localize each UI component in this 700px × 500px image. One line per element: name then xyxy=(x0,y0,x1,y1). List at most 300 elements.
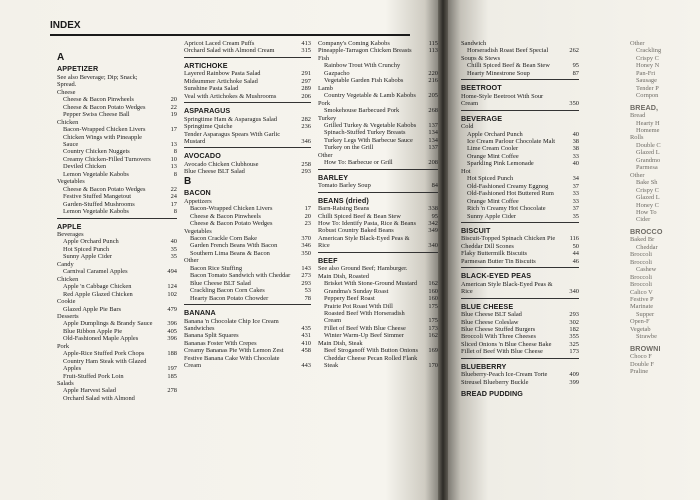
entry-label: Double F xyxy=(630,360,654,368)
index-entry xyxy=(461,183,579,190)
entry-page-number: 160 xyxy=(428,295,438,303)
category-heading: BROCCO xyxy=(630,226,663,236)
index-entry xyxy=(57,238,177,245)
index-entry xyxy=(57,246,177,253)
index-entry xyxy=(318,227,438,234)
section-rule xyxy=(318,252,438,253)
index-entry xyxy=(57,395,177,402)
index-column-2 xyxy=(184,40,311,370)
entry-page-number: 297 xyxy=(301,77,311,85)
entry-label: Lemon Vegetable Kabobs xyxy=(63,208,129,216)
entry-label: Biscuit-Topped Spinach Chicken Pie xyxy=(461,235,556,243)
entry-page-number: 22 xyxy=(170,103,177,111)
entry-page-number: 53 xyxy=(304,287,311,295)
entry-label: Old-Fashioned Maple Apples xyxy=(63,335,139,343)
index-entry xyxy=(630,361,700,368)
section-rule xyxy=(184,57,311,58)
section-rule xyxy=(461,110,579,111)
index-entry xyxy=(57,298,177,305)
entry-page-number: 169 xyxy=(428,347,438,355)
index-entry xyxy=(318,152,438,159)
index-entry xyxy=(57,163,177,170)
index-entry xyxy=(318,273,438,280)
entry-page-number: 95 xyxy=(572,62,579,70)
entry-label: Blue Cheese Stuffed Burgers xyxy=(461,325,536,333)
entry-label: Parmesa xyxy=(636,164,658,172)
entry-label: Turkey Legs With Barbecue Sauce xyxy=(324,136,413,144)
index-entry xyxy=(461,326,579,333)
entry-label: Midsummer Artichoke Salad xyxy=(184,77,258,85)
index-entry xyxy=(630,274,700,281)
entry-page-number: 293 xyxy=(301,168,311,176)
entry-page-number: 350 xyxy=(569,100,579,108)
entry-label: Springtime Quiche xyxy=(184,123,233,131)
index-entry xyxy=(184,168,311,175)
index-entry xyxy=(57,89,177,96)
entry-page-number: 325 xyxy=(569,340,579,348)
entry-page-number: 208 xyxy=(428,159,438,167)
index-entry xyxy=(630,40,700,47)
entry-label: Calico V xyxy=(630,288,653,296)
entry-label: Candy xyxy=(57,260,74,268)
entry-page-number: 315 xyxy=(301,47,311,55)
index-entry xyxy=(184,235,311,242)
entry-label: Cheddar Dill Scones xyxy=(461,242,514,250)
entry-label: Orchard Salad with Almond Cream xyxy=(184,47,275,55)
entry-page-number: 78 xyxy=(304,294,311,302)
index-entry xyxy=(318,355,438,370)
index-entry xyxy=(630,179,700,186)
entry-label: Chilli Spiced Beef & Bean Stew xyxy=(318,212,401,220)
entry-label: How To: Barbecue or Grill xyxy=(324,159,393,167)
entry-label: Southern Lima Beans & Bacon xyxy=(190,249,270,257)
entry-label: Glazed L xyxy=(636,149,660,157)
entry-label: Fillet of Beef With Blue Cheese xyxy=(324,324,406,332)
index-entry xyxy=(461,93,579,108)
entry-page-number: 278 xyxy=(167,387,177,395)
index-entry xyxy=(630,120,700,127)
section-rule xyxy=(461,358,579,359)
index-entry xyxy=(461,190,579,197)
entry-label: Bread xyxy=(630,112,646,120)
index-entry xyxy=(318,303,438,310)
index-entry xyxy=(57,74,177,89)
index-entry xyxy=(57,373,177,380)
index-entry xyxy=(184,265,311,272)
index-entry xyxy=(630,62,700,69)
entry-label: How To xyxy=(636,208,657,216)
entry-label: Open-F xyxy=(630,318,650,326)
index-entry xyxy=(57,119,177,126)
entry-page-number: 435 xyxy=(301,324,311,332)
index-column-5 xyxy=(630,40,700,375)
entry-label: Hearty H xyxy=(636,119,660,127)
category-heading: BEETROOT xyxy=(461,83,502,93)
index-entry xyxy=(57,186,177,193)
entry-label: Strawbe xyxy=(636,333,657,341)
category-heading: APPETIZER xyxy=(57,64,99,74)
index-entry xyxy=(318,205,438,212)
entry-page-number: 8 xyxy=(173,170,177,178)
entry-label: Crispy C xyxy=(636,186,659,194)
entry-page-number: 24 xyxy=(170,193,177,201)
entry-page-number: 216 xyxy=(428,77,438,85)
index-entry xyxy=(57,231,177,238)
entry-label: Garden French Beans With Bacon xyxy=(190,242,278,250)
entry-page-number: 396 xyxy=(167,335,177,343)
index-entry xyxy=(57,104,177,111)
index-entry xyxy=(630,311,700,318)
entry-label: Vegetable Garden Fish Kabobs xyxy=(324,77,404,85)
entry-label: Crackling xyxy=(636,47,662,55)
entry-label: Roasted Beef With Horseradish Cream xyxy=(324,309,405,325)
entry-page-number: 134 xyxy=(428,136,438,144)
index-entry xyxy=(461,319,579,326)
entry-label: Smokehouse Barbecued Pork xyxy=(324,107,400,115)
entry-label: Marinate xyxy=(630,303,654,311)
entry-label: Pork xyxy=(57,342,70,350)
index-entry xyxy=(57,276,177,283)
index-entry xyxy=(630,289,700,296)
index-entry xyxy=(461,235,579,242)
index-entry xyxy=(318,288,438,295)
index-entry xyxy=(318,129,438,136)
entry-label: Broccoli xyxy=(630,258,653,266)
entry-label: American Style Black-Eyed Peas & Rice xyxy=(461,280,553,296)
entry-page-number: 349 xyxy=(428,227,438,235)
entry-label: Cashew xyxy=(636,266,657,274)
index-entry xyxy=(318,332,438,339)
index-entry xyxy=(57,387,177,394)
entry-label: Lemon Vegetable Kabobs xyxy=(63,170,129,178)
entry-page-number: 84 xyxy=(431,182,438,190)
index-entry xyxy=(461,123,579,130)
index-entry xyxy=(318,340,438,347)
index-entry xyxy=(630,134,700,141)
index-entry xyxy=(57,313,177,320)
entry-label: Blue Cheese BLT Salad xyxy=(184,168,245,176)
entry-page-number: 113 xyxy=(428,47,438,55)
index-entry xyxy=(184,93,311,100)
entry-label: Turkey on the Grill xyxy=(324,144,374,152)
entry-label: Beverages xyxy=(57,230,84,238)
category-heading: BANANA xyxy=(184,308,216,318)
entry-label: Hot Spiced Punch xyxy=(467,175,514,183)
entry-page-number: 188 xyxy=(167,350,177,358)
entry-page-number: 431 xyxy=(301,332,311,340)
entry-label: Glazed Apple Pie Bars xyxy=(63,305,122,313)
index-entry xyxy=(184,161,311,168)
entry-label: Chicken xyxy=(57,118,79,126)
index-entry xyxy=(318,280,438,287)
index-entry xyxy=(318,122,438,129)
entry-label: Vegetab xyxy=(630,325,651,333)
index-entry xyxy=(318,182,438,189)
entry-label: Main Dish, Steak xyxy=(318,339,363,347)
entry-label: Home-Style Beetroot With Sour Cream xyxy=(461,92,544,108)
entry-page-number: 20 xyxy=(304,212,311,220)
index-entry xyxy=(318,115,438,122)
entry-label: Red Apple Glazed Chicken xyxy=(63,290,133,298)
entry-page-number: 293 xyxy=(301,279,311,287)
index-letter: B xyxy=(184,175,192,187)
entry-page-number: 137 xyxy=(428,144,438,152)
index-entry xyxy=(318,40,438,47)
entry-label: Orange Mint Coffee xyxy=(467,152,519,160)
entry-label: Apple Dumplings & Brandy Sauce xyxy=(63,320,153,328)
entry-label: Bacon Tomato Sandwich with Cheddar xyxy=(190,272,291,280)
entry-page-number: 17 xyxy=(304,205,311,213)
entry-page-number: 134 xyxy=(428,129,438,137)
category-heading: BLACK-EYED PEAS xyxy=(461,271,532,281)
index-entry xyxy=(184,340,311,347)
entry-page-number: 170 xyxy=(428,362,438,370)
entry-page-number: 197 xyxy=(167,365,177,373)
entry-label: Orange Mint Coffee xyxy=(467,197,519,205)
index-entry xyxy=(318,137,438,144)
index-entry xyxy=(318,295,438,302)
entry-page-number: 162 xyxy=(428,280,438,288)
index-entry xyxy=(57,201,177,208)
index-entry xyxy=(184,287,311,294)
index-entry xyxy=(630,251,700,258)
index-entry xyxy=(461,55,579,62)
entry-page-number: 291 xyxy=(301,70,311,78)
index-entry xyxy=(184,228,311,235)
entry-label: Creamy Chicken-Filled Turnovers xyxy=(63,155,151,163)
entry-label: Layered Rainbow Pasta Salad xyxy=(184,70,261,78)
index-entry xyxy=(184,250,311,257)
entry-page-number: 175 xyxy=(428,317,438,325)
entry-page-number: 220 xyxy=(428,69,438,77)
entry-page-number: 479 xyxy=(167,305,177,313)
entry-label: Baked Br xyxy=(630,236,655,244)
index-entry xyxy=(57,320,177,327)
index-entry xyxy=(57,335,177,342)
index-entry xyxy=(184,78,311,85)
entry-page-number: 443 xyxy=(301,362,311,370)
entry-label: Main Dish, Roasted xyxy=(318,272,369,280)
index-entry xyxy=(57,96,177,103)
index-entry xyxy=(630,244,700,251)
entry-label: Grandma's Sunday Roast xyxy=(324,287,389,295)
index-entry xyxy=(318,325,438,332)
entry-label: Turkey xyxy=(318,114,337,122)
index-entry xyxy=(184,220,311,227)
entry-page-number: 258 xyxy=(301,160,311,168)
entry-page-number: 116 xyxy=(569,235,579,243)
entry-label: Fish xyxy=(318,54,330,62)
index-entry xyxy=(630,142,700,149)
section-rule xyxy=(57,218,177,219)
entry-label: Orchard Salad with Almond xyxy=(63,394,135,402)
entry-label: Sunny Apple Cider xyxy=(467,212,516,220)
entry-label: Barn-Raising Beans xyxy=(318,205,370,213)
index-entry xyxy=(461,47,579,54)
index-entry xyxy=(318,347,438,354)
entry-label: Bacon-Wrapped Chicken Livers xyxy=(63,126,146,134)
category-heading: ASPARAGUS xyxy=(184,106,231,116)
entry-label: Blueberry-Peach Ice-Cream Torte xyxy=(461,371,548,379)
entry-page-number: 38 xyxy=(572,145,579,153)
index-entry xyxy=(630,281,700,288)
index-entry xyxy=(630,77,700,84)
index-entry xyxy=(461,281,579,296)
entry-label: See also Ground Beef; Hamburger. xyxy=(318,265,408,273)
entry-label: Sparkling Pink Lemonade xyxy=(467,160,534,168)
index-entry xyxy=(184,70,311,77)
index-entry xyxy=(461,198,579,205)
entry-label: Banana 'n Chocolate Chip Ice Cream Sandwiches xyxy=(184,317,279,332)
index-entry xyxy=(184,355,311,370)
category-heading: BEEF xyxy=(318,255,338,265)
entry-label: Creamy Bananas Pie With Lemon Zest xyxy=(184,347,284,355)
entry-page-number: 273 xyxy=(301,272,311,280)
index-entry xyxy=(630,70,700,77)
entry-page-number: 458 xyxy=(301,347,311,355)
entry-label: Pepper Swiss Cheese Ball xyxy=(63,111,130,119)
section-rule xyxy=(461,79,579,80)
index-entry xyxy=(184,205,311,212)
entry-label: Other xyxy=(318,151,333,159)
index-entry xyxy=(184,347,311,354)
entry-page-number: 396 xyxy=(167,320,177,328)
entry-page-number: 162 xyxy=(428,332,438,340)
entry-label: Festive P xyxy=(630,295,654,303)
entry-page-number: 22 xyxy=(170,185,177,193)
entry-page-number: 160 xyxy=(428,287,438,295)
section-rule xyxy=(184,102,311,103)
index-entry xyxy=(630,85,700,92)
entry-label: Broccoli xyxy=(630,273,653,281)
category-heading: BARLEY xyxy=(318,172,349,182)
index-entry xyxy=(461,213,579,220)
index-entry xyxy=(461,333,579,340)
category-heading: BEANS (dried) xyxy=(318,195,369,205)
entry-label: Desserts xyxy=(57,312,79,320)
entry-label: Honey C xyxy=(636,201,659,209)
index-entry xyxy=(318,213,438,220)
entry-page-number: 87 xyxy=(572,69,579,77)
index-entry xyxy=(630,164,700,171)
entry-page-number: 262 xyxy=(569,47,579,55)
index-entry xyxy=(57,111,177,118)
entry-page-number: 8 xyxy=(173,208,177,216)
index-entry xyxy=(630,326,700,333)
index-entry xyxy=(184,47,311,54)
entry-page-number: 44 xyxy=(572,250,579,258)
index-entry xyxy=(57,126,177,133)
entry-label: Festive Stuffed Mangetout xyxy=(63,193,132,201)
entry-page-number: 268 xyxy=(428,107,438,115)
entry-page-number: 137 xyxy=(428,121,438,129)
entry-page-number: 35 xyxy=(572,212,579,220)
entry-label: Veal with Artichokes & Mushrooms xyxy=(184,92,277,100)
index-entry xyxy=(184,242,311,249)
category-heading: BREAD PUDDING xyxy=(461,389,523,399)
entry-page-number: 40 xyxy=(572,160,579,168)
entry-page-number: 17 xyxy=(170,200,177,208)
entry-label: Rainbow Trout With Crunchy Gazpacho xyxy=(324,62,401,77)
entry-page-number: 185 xyxy=(167,372,177,380)
index-header: INDEX xyxy=(50,20,410,36)
category-heading: ARTICHOKE xyxy=(184,60,228,70)
entry-page-number: 302 xyxy=(569,318,579,326)
entry-page-number: 409 xyxy=(569,371,579,379)
section-rule xyxy=(318,169,438,170)
entry-label: Pork xyxy=(318,99,331,107)
entry-label: Apricot Laced Cream Puffs xyxy=(184,40,255,47)
entry-label: Cheese & Bacon Pinwheels xyxy=(190,212,261,220)
index-entry xyxy=(184,332,311,339)
entry-label: Cheddar xyxy=(636,243,658,251)
entry-label: Sliced Onions 'n Blue Cheese Bake xyxy=(461,340,552,348)
entry-label: Apple Orchard Punch xyxy=(467,130,523,138)
category-heading: BLUEBERRY xyxy=(461,361,507,371)
entry-label: Grilled Turkey & Vegetable Kabobs xyxy=(324,121,417,129)
entry-page-number: 340 xyxy=(428,242,438,250)
index-entry xyxy=(184,40,311,47)
index-entry xyxy=(630,259,700,266)
entry-label: Horseradish Roast Beef Special xyxy=(467,47,549,55)
index-entry xyxy=(57,343,177,350)
index-entry xyxy=(630,266,700,273)
entry-page-number: 205 xyxy=(428,92,438,100)
entry-page-number: 95 xyxy=(431,212,438,220)
index-entry xyxy=(318,55,438,62)
index-entry xyxy=(184,213,311,220)
entry-label: Springtime Ham & Asparagus Salad xyxy=(184,115,278,123)
entry-page-number: 346 xyxy=(301,137,311,145)
entry-label: Cold xyxy=(461,123,474,131)
entry-label: Country Chicken Nuggets xyxy=(63,148,130,156)
entry-page-number: 282 xyxy=(301,115,311,123)
index-column-1 xyxy=(57,52,177,402)
entry-label: Country Ham Steak with Glazed Apples xyxy=(63,357,147,373)
index-entry xyxy=(57,283,177,290)
entry-label: Bacon-Wrapped Chicken Livers xyxy=(190,205,273,213)
entry-page-number: 405 xyxy=(167,327,177,335)
entry-page-number: 102 xyxy=(167,290,177,298)
index-entry xyxy=(57,208,177,215)
index-entry xyxy=(630,333,700,340)
index-entry xyxy=(630,92,700,99)
entry-page-number: 20 xyxy=(170,96,177,104)
index-entry xyxy=(57,268,177,275)
entry-page-number: 35 xyxy=(170,253,177,261)
index-entry xyxy=(461,311,579,318)
entry-label: Broccoli xyxy=(630,281,653,289)
index-entry xyxy=(318,159,438,166)
entry-page-number: 37 xyxy=(572,182,579,190)
entry-label: Festive Banana Cake With Chocolate Cream xyxy=(184,354,280,370)
index-entry xyxy=(184,257,311,264)
entry-page-number: 33 xyxy=(572,152,579,160)
index-entry xyxy=(461,175,579,182)
entry-label: Winter Warm-Up Beef Simmer xyxy=(324,332,404,340)
category-heading: BACON xyxy=(184,188,211,198)
entry-label: Brisket With Stone-Ground Mustard xyxy=(324,280,418,288)
index-entry xyxy=(57,193,177,200)
entry-label: Apple Harvest Salad xyxy=(63,387,116,395)
section-rule xyxy=(461,298,579,299)
index-letter: A xyxy=(57,52,65,63)
entry-label: Honey N xyxy=(636,62,660,70)
entry-page-number: 37 xyxy=(572,205,579,213)
index-entry xyxy=(630,157,700,164)
index-entry xyxy=(318,235,438,250)
index-entry xyxy=(57,178,177,185)
